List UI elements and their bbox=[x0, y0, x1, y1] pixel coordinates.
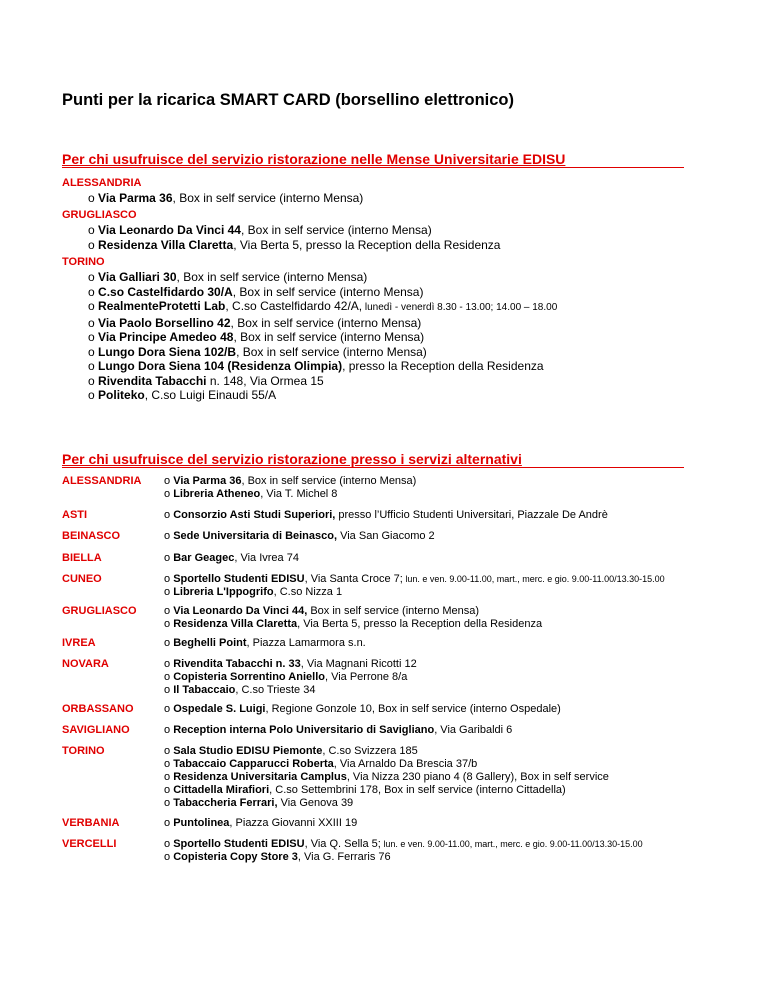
row-entries bbox=[164, 637, 366, 650]
list-item: o Consorzio Asti Studi Superiori, presso l’Ufficio Studenti Universitari, Piazzale De Andrè bbox=[164, 509, 608, 521]
list-item: o Via Galliari 30, Box in self service (interno Mensa) bbox=[88, 270, 368, 284]
list-item: o Via Principe Amedeo 48, Box in self service (interno Mensa) bbox=[88, 330, 425, 344]
list-item: o Libreria L'Ippogrifo, C.so Nizza 1 bbox=[164, 586, 343, 598]
list-item: o RealmenteProtetti Lab, C.so Castelfidardo 42/A, lunedì - venerdì 8.30 - 13.00; 14.00 – 18.00 bbox=[88, 299, 558, 313]
row-city: BEINASCO bbox=[62, 530, 121, 542]
city-label-alessandria: ALESSANDRIA bbox=[62, 177, 142, 189]
list-item: o Lungo Dora Siena 102/B, Box in self service (interno Mensa) bbox=[88, 344, 427, 359]
row-entries bbox=[164, 658, 417, 697]
row-city: ASTI bbox=[62, 509, 88, 521]
list-item: o Cittadella Mirafiori, C.so Settembrini 178, Box in self service (interno Cittadella) bbox=[164, 784, 566, 796]
row-city: BIELLA bbox=[62, 552, 102, 564]
row-city: SAVIGLIANO bbox=[62, 724, 130, 736]
list-item: o Tabaccaio Capparucci Roberta, Via Arnaldo Da Brescia 37/b bbox=[164, 758, 478, 770]
list-item: o Lungo Dora Siena 104 (Residenza Olimpia), presso la Reception della Residenza bbox=[88, 359, 544, 373]
row-entries bbox=[164, 724, 512, 737]
row-entries bbox=[164, 745, 609, 810]
list-item: o Tabaccheria Ferrari, Via Genova 39 bbox=[164, 797, 354, 809]
list-item: o Residenza Villa Claretta, Via Berta 5, presso la Reception della Residenza bbox=[164, 618, 543, 630]
row-city: CUNEO bbox=[62, 573, 102, 585]
list-item: o Sede Universitaria di Beinasco, Via San Giacomo 2 bbox=[164, 530, 435, 542]
row-entries bbox=[164, 605, 542, 631]
list-item: o Bar Geagec, Via Ivrea 74 bbox=[164, 552, 299, 564]
row-entries bbox=[164, 838, 643, 864]
list-item: o Rivendita Tabacchi n. 33, Via Magnani Ricotti 12 bbox=[164, 658, 417, 670]
row-city: GRUGLIASCO bbox=[62, 605, 137, 617]
page-title: Punti per la ricarica SMART CARD (borsellino elettronico) bbox=[62, 91, 514, 109]
row-entries bbox=[164, 530, 435, 543]
row-entries bbox=[164, 573, 665, 599]
list-item: o Via Leonardo Da Vinci 44, Box in self service (interno Mensa) bbox=[88, 223, 432, 237]
list-item: o C.so Castelfidardo 30/A, Box in self service (interno Mensa) bbox=[88, 284, 424, 299]
list-item: o Beghelli Point, Piazza Lamarmora s.n. bbox=[164, 637, 366, 649]
list-item: o Residenza Villa Claretta, Via Berta 5, presso la Reception della Residenza bbox=[88, 237, 501, 252]
entry-list-grugliasco bbox=[88, 223, 500, 252]
list-item: o Reception interna Polo Universitario di Savigliano, Via Garibaldi 6 bbox=[164, 724, 513, 736]
row-entries bbox=[164, 475, 416, 501]
city-label-torino: TORINO bbox=[62, 256, 105, 268]
list-item: o Libreria Atheneo, Via T. Michel 8 bbox=[164, 488, 338, 500]
row-entries bbox=[164, 703, 561, 716]
list-item: o Sportello Studenti EDISU, Via Q. Sella 5; lun. e ven. 9.00-11.00, mart., merc. e gio. 9.00-11.00/13.30-15.00 bbox=[164, 838, 643, 850]
entry-list-torino bbox=[88, 270, 557, 403]
list-item: o Sportello Studenti EDISU, Via Santa Croce 7; lun. e ven. 9.00-11.00, mart., merc. e gio. 9.00-11.00/13.30-15.00 bbox=[164, 573, 665, 585]
list-item: o Via Parma 36, Box in self service (interno Mensa) bbox=[164, 475, 417, 487]
entry-list-alessandria bbox=[88, 191, 363, 206]
list-item: o Il Tabaccaio, C.so Trieste 34 bbox=[164, 684, 316, 696]
row-city: VERCELLI bbox=[62, 838, 117, 850]
list-item: o Puntolinea, Piazza Giovanni XXIII 19 bbox=[164, 817, 358, 829]
row-city: TORINO bbox=[62, 745, 105, 757]
list-item: o Rivendita Tabacchi n. 148, Via Ormea 15 bbox=[88, 373, 324, 388]
list-item: o Via Parma 36, Box in self service (interno Mensa) bbox=[88, 191, 364, 205]
row-city: VERBANIA bbox=[62, 817, 120, 829]
row-city: ORBASSANO bbox=[62, 703, 134, 715]
list-item: o Sala Studio EDISU Piemonte, C.so Svizzera 185 bbox=[164, 745, 418, 757]
list-item: o Via Leonardo Da Vinci 44, Box in self service (interno Mensa) bbox=[164, 605, 480, 617]
list-item: o Ospedale S. Luigi, Regione Gonzole 10, Box in self service (interno Ospedale) bbox=[164, 703, 561, 715]
row-entries bbox=[164, 509, 608, 522]
list-item: o Politeko, C.so Luigi Einaudi 55/A bbox=[88, 388, 277, 402]
list-item: o Residenza Universitaria Camplus, Via Nizza 230 piano 4 (8 Gallery), Box in self service bbox=[164, 771, 609, 783]
city-label-grugliasco: GRUGLIASCO bbox=[62, 209, 137, 221]
section-heading-mense: Per chi usufruisce del servizio ristorazione nelle Mense Universitarie EDISU bbox=[62, 151, 684, 168]
list-item: o Copisteria Copy Store 3, Via G. Ferraris 76 bbox=[164, 851, 391, 863]
row-entries bbox=[164, 817, 357, 830]
row-city: NOVARA bbox=[62, 658, 109, 670]
row-city: IVREA bbox=[62, 637, 96, 649]
list-item: o Via Paolo Borsellino 42, Box in self service (interno Mensa) bbox=[88, 315, 422, 330]
row-city: ALESSANDRIA bbox=[62, 475, 142, 487]
section-heading-alternativi: Per chi usufruisce del servizio ristorazione presso i servizi alternativi bbox=[62, 451, 684, 468]
list-item: o Copisteria Sorrentino Aniello, Via Perrone 8/a bbox=[164, 671, 408, 683]
row-entries bbox=[164, 552, 299, 565]
